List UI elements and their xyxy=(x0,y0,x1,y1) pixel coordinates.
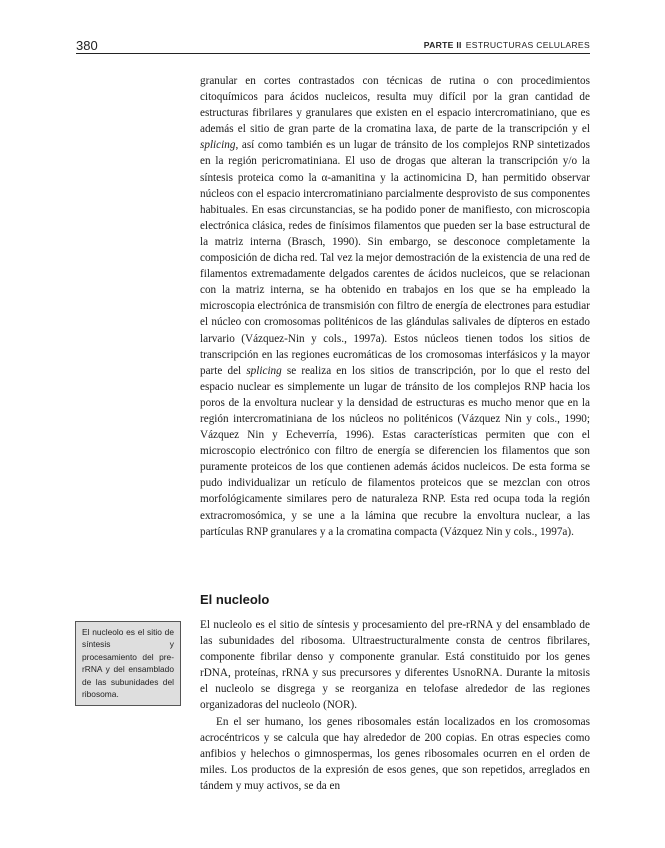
section-text-block xyxy=(200,617,590,794)
part-label: PARTE II xyxy=(423,40,462,50)
page-number: 380 xyxy=(76,38,98,53)
margin-note-text: El nucleolo es el sitio de síntesis y procesamiento del pre-rRNA y del ensamblado de las subunidades del ribosoma. xyxy=(82,627,174,700)
margin-note-box xyxy=(75,621,181,706)
section-paragraph-2: En el ser humano, los genes ribosomales están localizados en los cromosomas acrocéntricos y se calcula que hay alrededor de 200 copias. En otras especies como anfibios y helechos o gimnospermas, los genes ribosomales ocurren en el orden de miles. Los productos de la expresión de esos genes, que son repetidos, arreglados en tándem y muy activos, se da en xyxy=(200,715,590,792)
section-title: El nucleolo xyxy=(200,592,270,607)
running-header xyxy=(76,38,590,54)
header-rule xyxy=(76,53,590,54)
running-head xyxy=(424,40,590,50)
part-title: ESTRUCTURAS CELULARES xyxy=(465,40,590,50)
intro-text-block xyxy=(200,73,590,540)
intro-paragraph: granular en cortes contrastados con técnicas de rutina o con procedimientos citoquímicos para ácidos nucleicos, resulta muy difícil por la gran cantidad de estructuras fibrilares y granulares que existen en el espacio intercromatiniano, que es además el sitio de gran parte de la cromatina laxa, de parte de la transcripción y el splicing, así como también es un lugar de tránsito de los complejos RNP sintetizados en la región pericromatiniana. El uso de drogas que alteran la transcripción y/o la síntesis proteica como la α-amanitina y la actinomicina D, han permitido observar núcleos con el espacio intercromatiniano parcialmente desprovisto de sus componentes habituales. En esas circunstancias, se ha podido poner de manifiesto, con microscopia electrónica clásica, redes de finísimos filamentos que pueden ser la base estructural de la matriz interna (Brasch, 1990). Sin embargo, se desconoce completamente la composición de dicha red. Tal vez la mejor demostración de la existencia de una red de filamentos extremadamente delgados carentes de ácidos nucleicos, que se relacionan con la matriz interna, se ha obtenido en trabajos en los que se ha empleado la microscopia electrónica de transmisión con filtro de energía de electrones para estudiar el núcleo con cromosomas politénicos de las glándulas salivales de dípteros en estado larvario (Vázquez-Nin y cols., 1997a). Estos núcleos tienen todos los sitios de transcripción en las regiones eucromáticas de los cromosomas interfásicos y la mayor parte del splicing se realiza en los sitios de transcripción, por lo que el resto del espacio nuclear es simplemente un lugar de tránsito de los complejos RNP hacia los poros de la envoltura nuclear y la densidad de estructuras es mucho menor que en la región intercromatiniana de los núcleos no politénicos (Vázquez Nin y cols., 1990; Vázquez Nin y Echeverría, 1996). Estas características permiten que con el microscopio electrónico con filtro de energía se diferencien los filamentos que son puramente proteicos de los que contienen además ácidos nucleicos. De esta forma se pudo individualizar un retículo de filamentos proteicos que se mezclan con otros morfológicamente similares pero de naturaleza RNP. Esta red ocupa toda la región extracromosómica, y se une a la lámina que recubre la envoltura nuclear, a las partículas RNP granulares y a la cromatina compacta (Vázquez Nin y cols., 1997a). xyxy=(200,75,590,538)
section-paragraph-1: El nucleolo es el sitio de síntesis y procesamiento del pre-rRNA y del ensamblado de las subunidades del ribosoma. Ultraestructuralmente consta de centros fibrilares, componente fibrilar denso y componente granular. Está constituido por los genes rDNA, proteínas, rRNA y sus precursores y diferentes UsnoRNA. Durante la mitosis el nucleolo se disgrega y se reorganiza en telofase alrededor de las regiones organizadoras del nucleolo (NOR). xyxy=(200,619,590,712)
